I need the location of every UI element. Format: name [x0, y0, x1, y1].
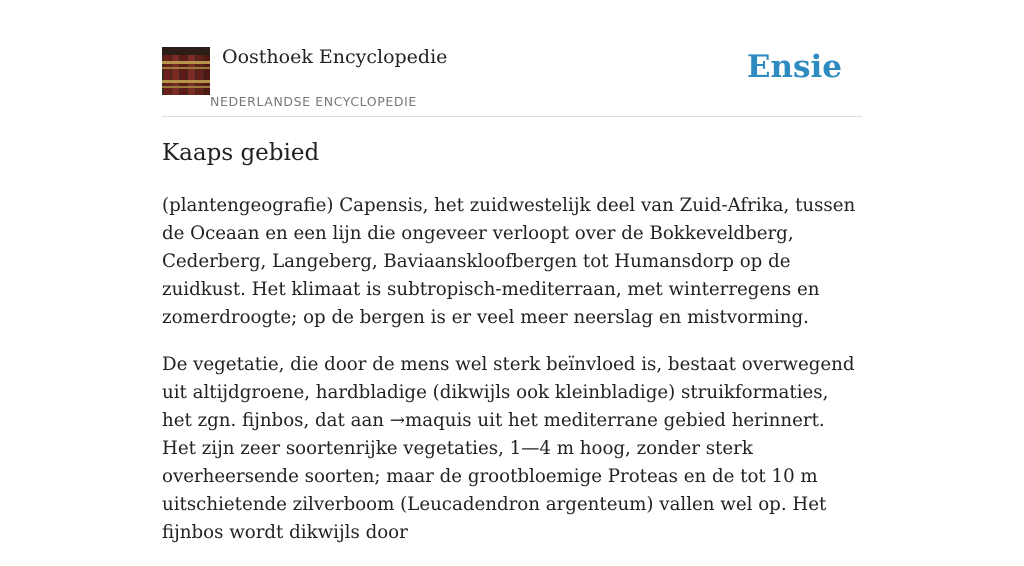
book-spines-logo-icon[interactable]: [162, 47, 210, 95]
site-subtitle: NEDERLANDSE ENCYCLOPEDIE: [210, 94, 417, 109]
site-name[interactable]: Oosthoek Encyclopedie: [222, 46, 448, 68]
paragraph-text: uit het mediterrane gebied herinnert. Het zijn zeer soortenrijke vegetaties, 1—4 m hoog, zonder sterk overheersende soorten; maar de grootbloemige Proteas en de tot 10 m uitschietende zilverboom (Leucadendron argenteum) vallen wel op. Het fijnbos wordt dikwijls door: [162, 410, 827, 543]
article-paragraph-2: [162, 351, 862, 547]
article-paragraph-1: (plantengeografie) Capensis, het zuidwestelijk deel van Zuid-Afrika, tussen de Oceaan en een lijn die ongeveer verloopt over de Bokkeveldberg, Cederberg, Langeberg, Baviaanskloofbergen tot Humansdorp op de zuidkust. Het klimaat is subtropisch-mediterraan, met winterregens en zomerdroogte; op de bergen is er veel meer neerslag en mistvorming.: [162, 195, 856, 328]
brand-logo-text[interactable]: Ensie: [746, 49, 842, 85]
article-body: [162, 192, 862, 566]
page-container: [162, 0, 862, 543]
maquis-link[interactable]: →maquis: [389, 410, 472, 431]
paragraph-text: De vegetatie, die door de mens wel sterk beïnvloed is, bestaat overwegend uit altijdgroene, hardbladige (dikwijls ook kleinbladige) struikformaties, het zgn. fijnbos, dat aan: [162, 354, 855, 431]
site-header: [162, 0, 862, 117]
page-title: Kaaps gebied: [162, 140, 320, 166]
